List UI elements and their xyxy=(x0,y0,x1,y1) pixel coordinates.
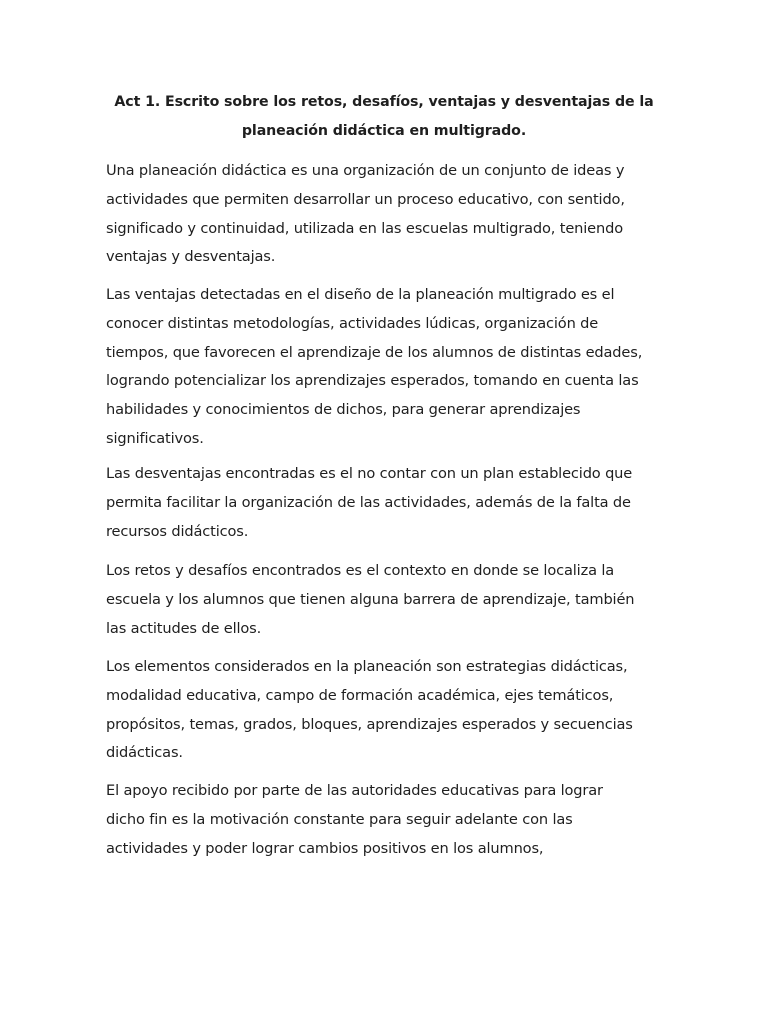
text-line: actividades que permiten desarrollar un proceso educativo, con sentido, xyxy=(106,190,625,208)
text-line: tiempos, que favorecen el aprendizaje de los alumnos de distintas edades, xyxy=(106,343,643,361)
paragraph-disadvantages xyxy=(106,460,666,546)
text-line: permita facilitar la organización de las actividades, además de la falta de xyxy=(106,493,631,511)
title-line: Act 1. Escrito sobre los retos, desafíos, ventajas y desventajas de la xyxy=(114,94,654,110)
text-line: Las ventajas detectadas en el diseño de la planeación multigrado es el xyxy=(106,286,615,303)
text-line: las actitudes de ellos. xyxy=(106,619,262,637)
paragraph-support xyxy=(106,777,666,863)
paragraph-elements xyxy=(106,653,666,768)
text-line: El apoyo recibido por parte de las autoridades educativas para lograr xyxy=(106,782,603,799)
paragraph-definition xyxy=(106,157,666,272)
text-line: significativos. xyxy=(106,429,204,447)
paragraph-challenges xyxy=(106,557,666,643)
text-line: significado y continuidad, utilizada en las escuelas multigrado, teniendo xyxy=(106,219,623,237)
text-line: Las desventajas encontradas es el no contar con un plan establecido que xyxy=(106,465,633,482)
text-line: dicho fin es la motivación constante para seguir adelante con las xyxy=(106,810,573,828)
paragraph-advantages xyxy=(106,281,666,454)
text-line: ventajas y desventajas. xyxy=(106,248,276,266)
text-line: Una planeación didáctica es una organización de un conjunto de ideas y xyxy=(106,162,625,179)
text-line: propósitos, temas, grados, bloques, aprendizajes esperados y secuencias xyxy=(106,715,633,733)
document-title xyxy=(106,88,662,146)
text-line: Los elementos considerados en la planeación son estrategias didácticas, xyxy=(106,658,628,675)
text-line: didácticas. xyxy=(106,744,183,762)
text-line: recursos didácticos. xyxy=(106,522,249,540)
text-line: conocer distintas metodologías, actividades lúdicas, organización de xyxy=(106,314,599,332)
text-line: Los retos y desafíos encontrados es el contexto en donde se localiza la xyxy=(106,562,615,579)
text-line: actividades y poder lograr cambios positivos en los alumnos, xyxy=(106,839,544,857)
text-line: habilidades y conocimientos de dichos, para generar aprendizajes xyxy=(106,401,581,419)
title-line: planeación didáctica en multigrado. xyxy=(241,123,527,139)
text-line: modalidad educativa, campo de formación académica, ejes temáticos, xyxy=(106,686,614,704)
text-line: logrando potencializar los aprendizajes esperados, tomando en cuenta las xyxy=(106,372,639,390)
text-line: escuela y los alumnos que tienen alguna barrera de aprendizaje, también xyxy=(106,590,635,608)
